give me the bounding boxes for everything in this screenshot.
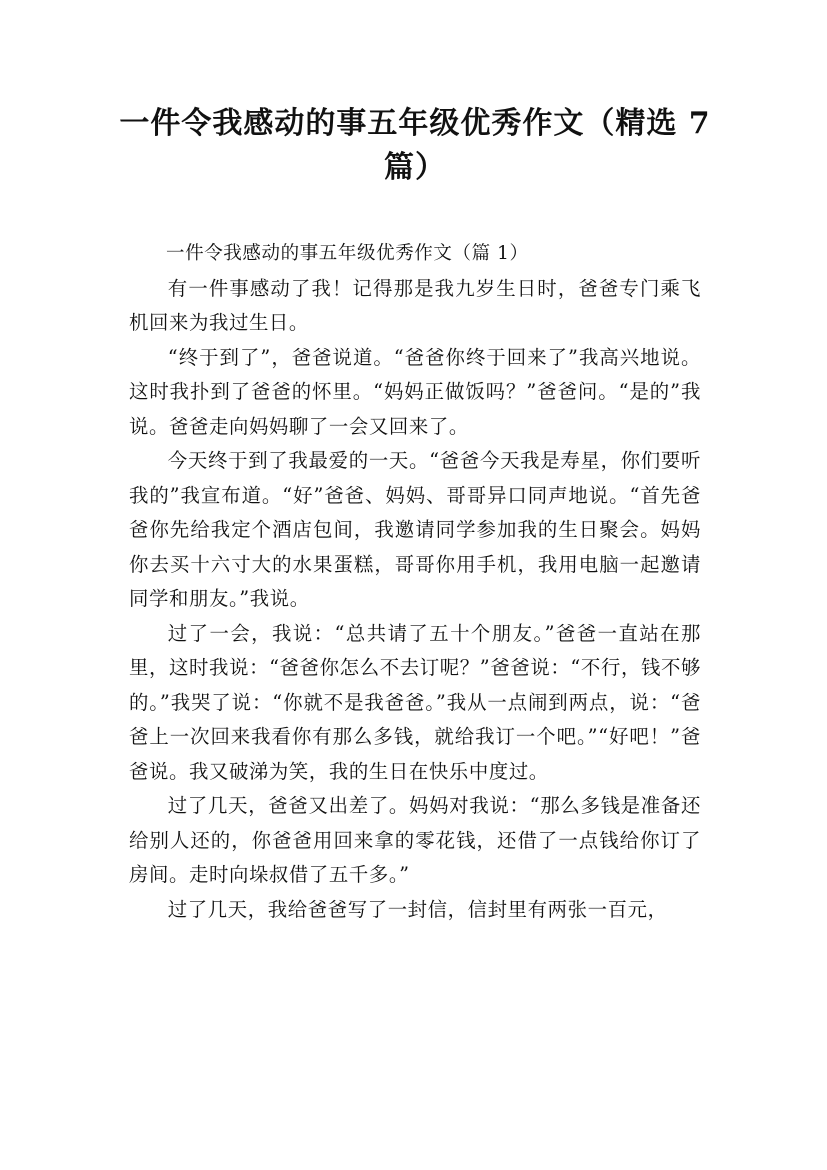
paragraph-1: 有一件事感动了我！记得那是我九岁生日时，爸爸专门乘飞机回来为我过生日。 [129,276,701,334]
document-title: 一件令我感动的事五年级优秀作文（精选 7 篇） [119,106,711,185]
paragraph-6: 过了几天，我给爸爸写了一封信，信封里有两张一百元， [167,897,668,921]
paragraph-5: 过了几天，爸爸又出差了。妈妈对我说：“那么多钱是准备还给别人还的，你爸爸用回来拿的零花钱，还借了一点钱给你订了房间。走时向垛叔借了五千多。” [129,794,701,886]
section-heading: 一件令我感动的事五年级优秀作文（篇 1） [166,243,529,264]
document-body [129,237,701,927]
paragraph-2: “终于到了”，爸爸说道。“爸爸你终于回来了”我高兴地说。这时我扑到了爸爸的怀里。“妈妈正做饭吗？”爸爸问。“是的”我说。爸爸走向妈妈聊了一会又回来了。 [129,345,701,438]
paragraph-4: 过了一会，我说：“总共请了五十个朋友。”爸爸一直站在那里，这时我说：“爸爸你怎么不去订呢？”爸爸说：“不行，钱不够的。”我哭了说：“你就不是我爸爸。”我从一点闹到两点，说：“爸爸上一次回来我看你有那么多钱，就给我订一个吧。”“好吧！”爸爸说。我又破涕为笑，我的生日在快乐中度过。 [129,621,701,783]
paragraph-3: 今天终于到了我最爱的一天。“爸爸今天我是寿星，你们要听我的”我宣布道。“好”爸爸、妈妈、哥哥异口同声地说。“首先爸爸你先给我定个酒店包间，我邀请同学参加我的生日聚会。妈妈你去买十六寸大的水果蛋糕，哥哥你用手机，我用电脑一起邀请同学和朋友。”我说。 [129,449,701,610]
